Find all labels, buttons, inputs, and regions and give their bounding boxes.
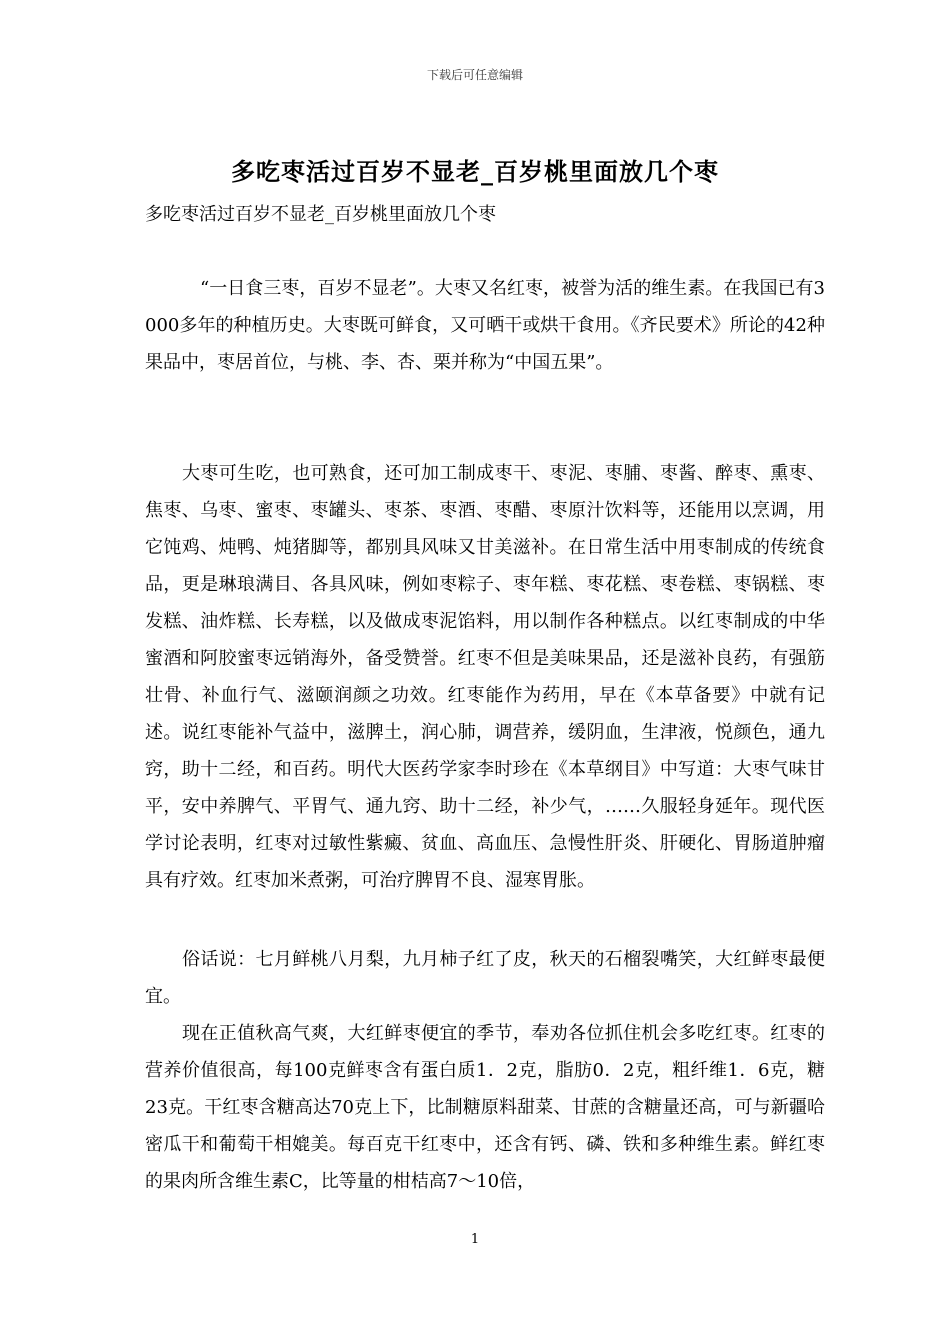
paragraph-body: 大枣可生吃，也可熟食，还可加工制成枣干、枣泥、枣脯、枣酱、醉枣、熏枣、焦枣、乌枣、蜜枣、枣罐头、枣茶、枣酒、枣醋、枣原汁饮料等，还能用以烹调，用它饨鸡、炖鸭、炖猪脚等，都别具风味又甘美滋补。在日常生活中用枣制成的传统食品，更是琳琅满目、各具风味，例如枣粽子、枣年糕、枣花糕、枣卷糕、枣锅糕、枣发糕、油炸糕、长寿糕，以及做成枣泥馅料，用以制作各种糕点。以红枣制成的中华蜜酒和阿胶蜜枣远销海外，备受赞誉。红枣不但是美味果品，还是滋补良药，有强筋壮骨、补血行气、滋颐润颜之功效。红枣能作为药用，早在《本草备要》中就有记述。说红枣能补气益中，滋脾土，润心肺，调营养，缓阴血，生津液，悦颜色，通九窍，助十二经，和百药。明代大医药学家李时珍在《本草纲目》中写道：大枣气味甘平，安中养脾气、平胃气、通九窍、助十二经，补少气，……久服轻身延年。现代医学讨论表明，红枣对过敏性紫癜、贫血、高血压、急慢性肝炎、肝硬化、胃肠道肿瘤具有疗效。红枣加米煮粥，可治疗脾胃不良、湿寒胃胀。 (145, 463, 825, 891)
document-title: 多吃枣活过百岁不显老_百岁桃里面放几个枣 (231, 157, 719, 186)
paragraph-uses-and-medicine (145, 455, 825, 899)
page-number: 1 (470, 1232, 480, 1247)
paragraph-saying: 俗话说：七月鲜桃八月梨，九月柿子红了皮，秋天的石榴裂嘴笑，大红鲜枣最便宜。 (145, 949, 825, 1007)
paragraph-intro: “一日食三枣，百岁不显老”。大枣又名红枣，被誉为活的维生素。在我国已有3 000多年的种植历史。大枣既可鲜食，又可晒干或烘干食用。《齐民要术》所论的42种果品中，枣居首位，与桃、李、杏、栗并称为“中国五果”。 (145, 278, 825, 373)
paragraph-nutrition: 现在正值秋高气爽，大红鲜枣便宜的季节，奉劝各位抓住机会多吃红枣。红枣的营养价值很高，每100克鲜枣含有蛋白质1．2克，脂肪0．2克，粗纤维1．6克，糖23克。干红枣含糖高达70克上下，比制糖原料甜菜、甘蔗的含糖量还高，可与新疆哈密瓜干和葡萄干相媲美。每百克干红枣中，还含有钙、磷、铁和多种维生素。鲜红枣的果肉所含维生素C，比等量的柑桔高7～10倍， (145, 1023, 825, 1192)
page-header-note: 下载后可任意编辑 (426, 68, 523, 82)
document-subtitle: 多吃枣活过百岁不显老_百岁桃里面放几个枣 (145, 204, 496, 225)
